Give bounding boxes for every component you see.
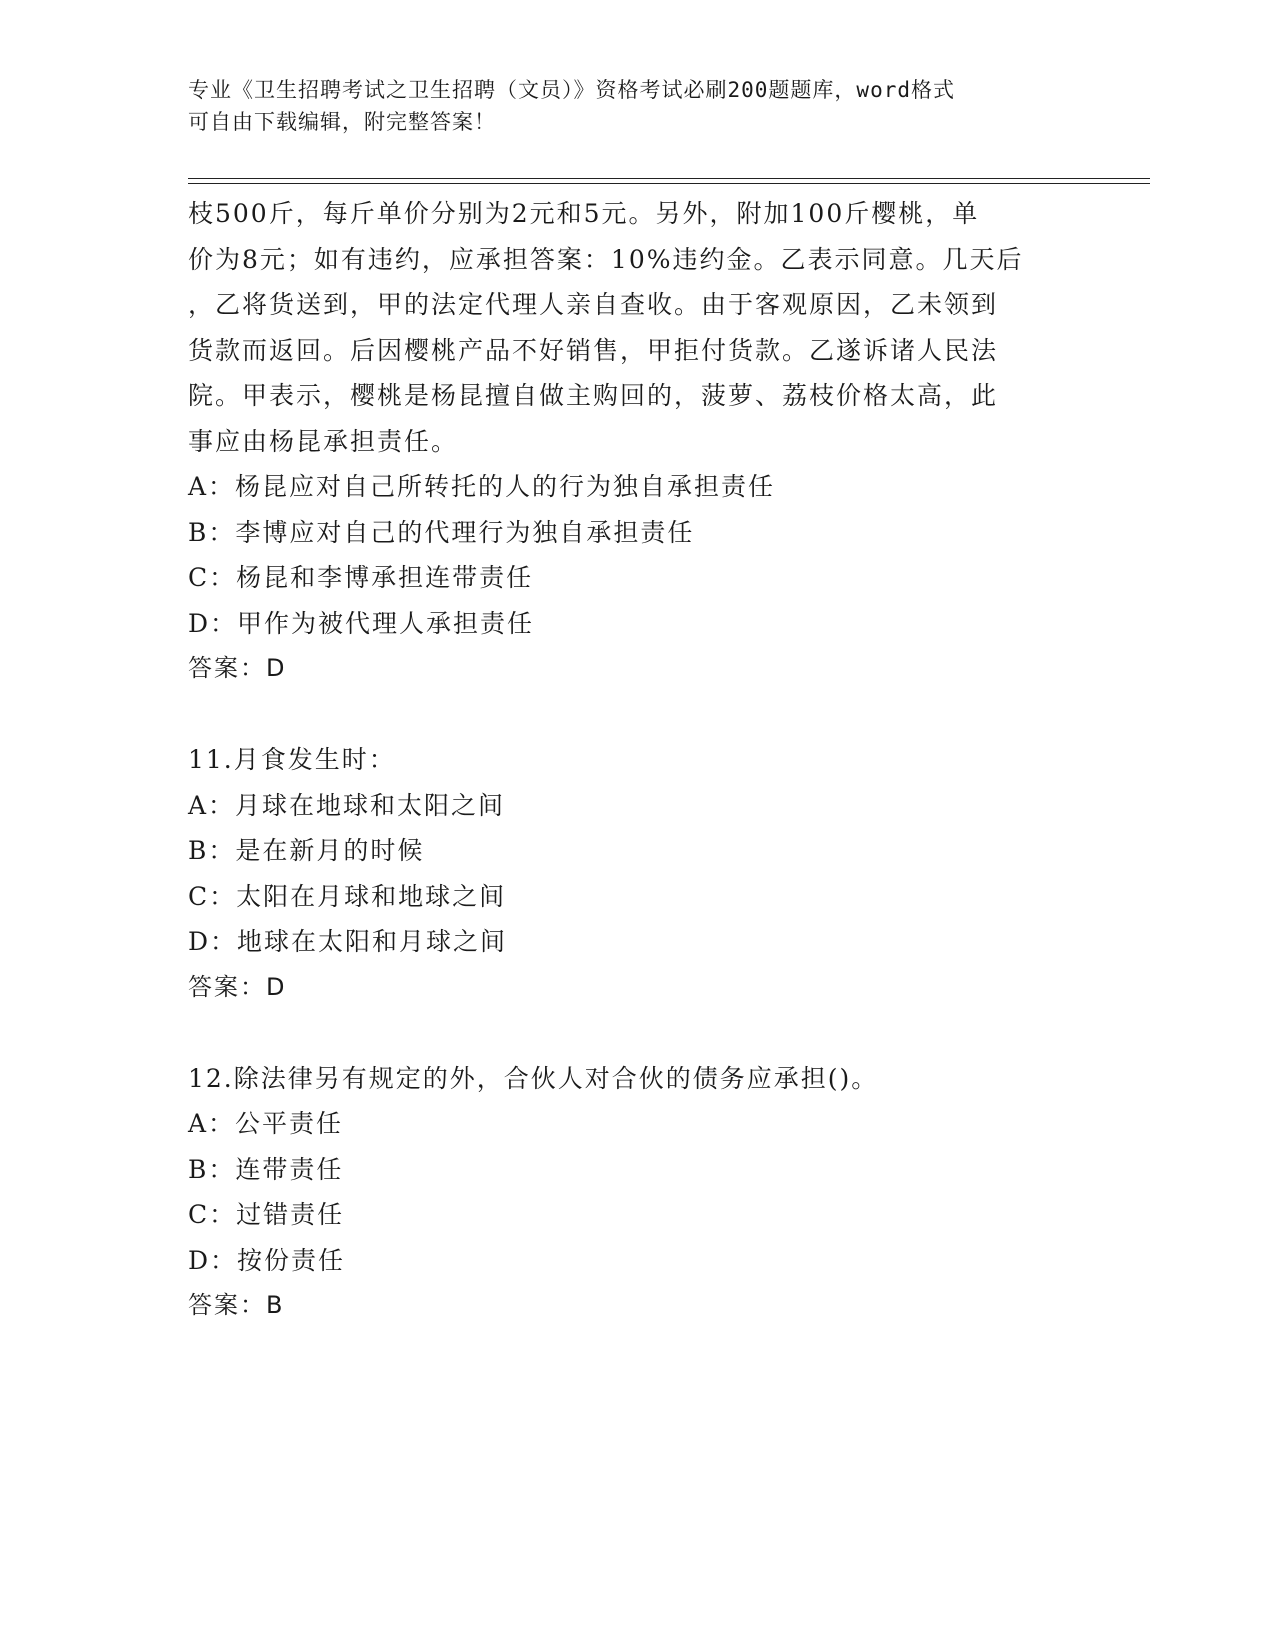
question-stem-line: ，乙将货送到，甲的法定代理人亲自查收。由于客观原因，乙未领到 [188,290,999,319]
answer-line: 答案：D [188,972,287,1001]
question-stem: 11.月食发生时： [188,745,396,774]
answer-line: 答案：D [188,654,287,682]
option-c: C：太阳在月球和地球之间 [188,881,507,911]
question-11 [188,737,1088,1010]
option-d: D：按份责任 [188,1245,346,1275]
question-stem: 12.除法律另有规定的外，合伙人对合伙的债务应承担()。 [188,1063,879,1093]
answer-line: 答案：B [188,1291,285,1319]
document-body [188,191,1088,1329]
header-line-2: 可自由下载编辑，附完整答案！ [188,110,496,134]
header-rule-bottom [188,183,1150,184]
question-12 [188,1056,1088,1329]
document-header [188,74,1088,138]
header-line-1: 专业《卫生招聘考试之卫生招聘（文员）》资格考试必刷200题题库，word格式 [188,78,955,102]
question-stem-line: 院。甲表示，樱桃是杨昆擅自做主购回的，菠萝、荔枝价格太高，此 [188,381,999,410]
option-c: C：杨昆和李博承担连带责任 [188,563,534,592]
question-spacer [188,1010,1088,1056]
question-10 [188,191,1088,692]
option-a: A：杨昆应对自己所转托的人的行为独自承担责任 [188,472,776,501]
option-c: C：过错责任 [188,1200,345,1229]
question-stem-line: 货款而返回。后因樱桃产品不好销售，甲拒付货款。乙遂诉诸人民法 [188,335,999,365]
option-d: D：甲作为被代理人承担责任 [188,608,535,638]
option-a: A：月球在地球和太阳之间 [188,790,506,820]
question-stem-line: 价为8元；如有违约，应承担答案：10%违约金。乙表示同意。几天后 [188,244,1024,274]
option-a: A：公平责任 [188,1109,344,1138]
option-b: B：是在新月的时候 [188,836,425,865]
question-stem-line: 枝500斤，每斤单价分别为2元和5元。另外，附加100斤樱桃，单 [188,199,980,228]
question-stem-line: 事应由杨昆承担责任。 [188,426,459,456]
option-b: B：连带责任 [188,1154,344,1184]
header-rule-top [188,178,1150,179]
question-spacer [188,692,1088,738]
option-b: B：李博应对自己的代理行为独自承担责任 [188,517,695,547]
option-d: D：地球在太阳和月球之间 [188,927,508,956]
